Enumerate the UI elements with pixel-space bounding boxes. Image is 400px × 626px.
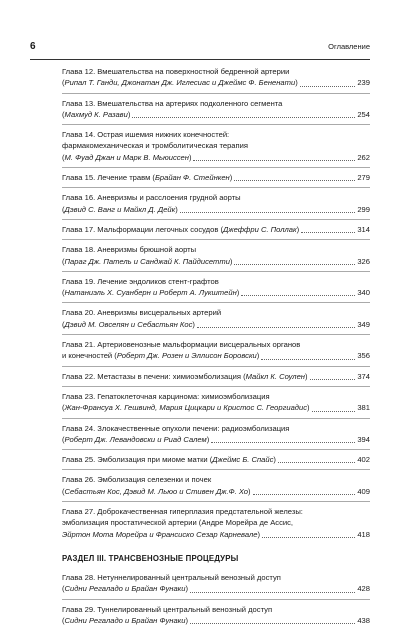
toc-entry-title: фармакомеханическая и тромболитическая терапия	[62, 140, 370, 151]
dot-leader	[190, 623, 355, 624]
entry-divider	[62, 366, 370, 367]
toc-entry	[62, 371, 370, 382]
entry-divider	[62, 418, 370, 419]
toc-entry-line	[62, 371, 370, 382]
toc-entry-line	[62, 287, 370, 298]
toc-entry-title: Глава 29. Туннелированный центральный венозный доступ	[62, 604, 370, 615]
toc-entry-authors: М. Фуад Джан и Марк В. Мьюиссен	[65, 153, 189, 162]
toc-entry-line	[62, 224, 370, 235]
dot-leader	[211, 442, 355, 443]
toc-entry-text: (Сидни Регаладо и Брайан Фунаки)	[62, 583, 188, 594]
toc-entry-title: Глава 21. Артериовенозные мальформации висцеральных органов	[62, 339, 370, 350]
toc-entry-title: Глава 28. Нетуннелированный центральный венозный доступ	[62, 572, 370, 583]
dot-leader	[190, 592, 355, 593]
toc-entry-page: 356	[357, 350, 370, 361]
toc-entry-text: (Жан-Франсуа Х. Гешвинд, Мария Цицкари и Кристос С. Георгиадис)	[62, 402, 310, 413]
toc-entry-line	[62, 529, 370, 540]
toc-entry-authors: Натаниэль Х. Суанберн и Роберт А. Лукштейн	[65, 288, 237, 297]
toc-entry-text: (Махмуд К. Разави)	[62, 109, 130, 120]
toc-entry-page: 438	[357, 615, 370, 626]
entry-divider	[62, 449, 370, 450]
toc-entry-text: (Сидни Регаладо и Брайан Фунаки)	[62, 615, 188, 626]
toc-entry-title: Глава 19. Лечение эндоликов стент-графтов	[62, 276, 370, 287]
toc-entry-authors: Рипал Т. Ганди, Джонатан Дж. Иглесиас и Джеймс Ф. Бененати	[65, 78, 296, 87]
dot-leader	[197, 327, 355, 328]
dot-leader	[132, 117, 355, 118]
toc-entry-page: 254	[357, 109, 370, 120]
dot-leader	[234, 264, 355, 265]
dot-leader	[301, 232, 355, 233]
toc-entry	[62, 244, 370, 267]
toc-entry-text: (Дэвид М. Овсепян и Себастьян Кос)	[62, 319, 195, 330]
toc-entry-authors: Себастьян Кос, Дэвид М. Льюо и Стивен Дж.Ф. Хо	[65, 487, 248, 496]
dot-leader	[180, 212, 356, 213]
toc-entry-line	[62, 109, 370, 120]
toc-entry	[62, 172, 370, 183]
dot-leader	[253, 494, 356, 495]
toc-entry-title: и конечностей	[62, 351, 114, 360]
toc-entry-line	[62, 615, 370, 626]
toc-entry-title: Глава 26. Эмболизация селезенки и почек	[62, 474, 370, 485]
toc-entry-text: Глава 22. Метастазы в печени: химиоэмболизация (Майкл К. Соулен)	[62, 371, 308, 382]
toc-entry-line	[62, 152, 370, 163]
toc-entry-line	[62, 486, 370, 497]
dot-leader	[234, 180, 355, 181]
header-rule	[30, 59, 370, 60]
toc-entry-title: Глава 23. Гепатоклеточная карцинома: химиоэмболизация	[62, 391, 370, 402]
dot-leader	[193, 160, 355, 161]
toc-entry-text: (Рипал Т. Ганди, Джонатан Дж. Иглесиас и Джеймс Ф. Бененати)	[62, 77, 298, 88]
toc-entry-text: Эйртон Мота Морейра и Франсиско Сезар Карневале)	[62, 529, 260, 540]
table-of-contents	[62, 66, 370, 626]
toc-entry	[62, 276, 370, 299]
toc-entry-line	[62, 454, 370, 465]
toc-entry-authors: Майкл К. Соулен	[246, 372, 305, 381]
toc-entry-page: 314	[357, 224, 370, 235]
toc-entry-authors: Жан-Франсуа Х. Гешвинд, Мария Цицкари и Кристос С. Георгиадис	[65, 403, 308, 412]
entry-divider	[62, 167, 370, 168]
entry-divider	[62, 334, 370, 335]
toc-entry-line	[62, 172, 370, 183]
toc-entry-page: 262	[357, 152, 370, 163]
dot-leader	[262, 537, 355, 538]
toc-entry-text: Глава 17. Мальформации легочных сосудов (Джеффри С. Поллак)	[62, 224, 299, 235]
toc-entry-line	[62, 77, 370, 88]
entry-divider	[62, 386, 370, 387]
toc-entry-title: Глава 22. Метастазы в печени: химиоэмболизация	[62, 372, 243, 381]
toc-entry	[62, 572, 370, 595]
toc-entry-title: Глава 25. Эмболизация при миоме матки	[62, 455, 210, 464]
toc-entry-page: 349	[357, 319, 370, 330]
toc-entry-page: 299	[357, 204, 370, 215]
toc-entry-line	[62, 256, 370, 267]
toc-entry-authors: Сидни Регаладо и Брайан Фунаки	[65, 616, 186, 625]
toc-entry-authors: Дэвид М. Овсепян и Себастьян Кос	[65, 320, 193, 329]
toc-entry	[62, 474, 370, 497]
toc-entry-authors: Эйртон Мота Морейра и Франсиско Сезар Карневале	[62, 530, 257, 539]
toc-entry-page: 374	[357, 371, 370, 382]
toc-entry-title: Глава 27. Доброкачественная гиперплазия предстательной железы:	[62, 506, 370, 517]
toc-entry-authors: Джеффри С. Поллак	[223, 225, 297, 234]
toc-entry-title: Глава 18. Аневризмы брюшной аорты	[62, 244, 370, 255]
toc-entry-title: Глава 17. Мальформации легочных сосудов	[62, 225, 220, 234]
toc-entry-title: Глава 24. Злокачественные опухоли печени: радиоэмболизация	[62, 423, 370, 434]
dot-leader	[300, 86, 356, 87]
toc-entry-title: Глава 12. Вмешательства на поверхностной бедренной артерии	[62, 66, 370, 77]
toc-entry-text: (Параг Дж. Патель и Санджай К. Пайдисетти)	[62, 256, 232, 267]
toc-entry-title: эмболизация простатической артерии (Андре Морейра де Ассис,	[62, 517, 370, 528]
entry-divider	[62, 187, 370, 188]
entry-divider	[62, 93, 370, 94]
toc-part-2	[62, 572, 370, 626]
toc-entry-page: 418	[357, 529, 370, 540]
entry-divider	[62, 219, 370, 220]
page-header	[30, 40, 370, 52]
toc-entry-title: Глава 16. Аневризмы и расслоения грудной аорты	[62, 192, 370, 203]
toc-entry-line	[62, 319, 370, 330]
toc-entry-title: Глава 20. Аневризмы висцеральных артерий	[62, 307, 370, 318]
toc-entry-authors: Параг Дж. Патель и Санджай К. Пайдисетти	[65, 257, 230, 266]
toc-entry-title: Глава 15. Лечение травм	[62, 173, 152, 182]
toc-entry-page: 326	[357, 256, 370, 267]
page-number: 6	[30, 41, 36, 52]
toc-entry-authors: Роберт Дж. Левандовски и Риад Салем	[65, 435, 207, 444]
entry-divider	[62, 124, 370, 125]
toc-entry-text: (Роберт Дж. Левандовски и Риад Салем)	[62, 434, 209, 445]
toc-entry	[62, 604, 370, 626]
toc-entry	[62, 339, 370, 362]
toc-entry-text: (М. Фуад Джан и Марк В. Мьюиссен)	[62, 152, 191, 163]
entry-divider	[62, 271, 370, 272]
toc-entry-title: Глава 14. Острая ишемия нижних конечностей:	[62, 129, 370, 140]
toc-entry	[62, 506, 370, 540]
toc-entry	[62, 66, 370, 89]
toc-entry	[62, 454, 370, 465]
dot-leader	[241, 295, 355, 296]
toc-entry-line	[62, 350, 370, 361]
toc-entry-page: 381	[357, 402, 370, 413]
dot-leader	[312, 411, 356, 412]
toc-entry	[62, 129, 370, 163]
entry-divider	[62, 599, 370, 600]
toc-entry	[62, 307, 370, 330]
toc-entry-page: 428	[357, 583, 370, 594]
toc-entry-authors: Махмуд К. Разави	[65, 110, 128, 119]
toc-entry-line	[62, 402, 370, 413]
toc-entry	[62, 391, 370, 414]
toc-entry-page: 402	[357, 454, 370, 465]
entry-divider	[62, 302, 370, 303]
toc-entry-text: Глава 15. Лечение травм (Брайан Ф. Стейнкен)	[62, 172, 232, 183]
toc-entry-authors: Брайан Ф. Стейнкен	[155, 173, 230, 182]
toc-entry-page: 279	[357, 172, 370, 183]
toc-entry-line	[62, 204, 370, 215]
toc-entry-text: (Натаниэль Х. Суанберн и Роберт А. Лукштейн)	[62, 287, 239, 298]
toc-part-1	[62, 66, 370, 540]
toc-entry-line	[62, 583, 370, 594]
toc-entry-page: 340	[357, 287, 370, 298]
toc-entry	[62, 192, 370, 215]
toc-entry-title: Глава 13. Вмешательства на артериях подколенного сегмента	[62, 98, 370, 109]
dot-leader	[310, 379, 356, 380]
toc-entry-text: (Себастьян Кос, Дэвид М. Льюо и Стивен Дж.Ф. Хо)	[62, 486, 251, 497]
toc-entry-authors: Дэвид С. Ванг и Майкл Д. Дейк	[65, 205, 176, 214]
toc-entry-authors: Джеймс Б. Спайс	[212, 455, 273, 464]
toc-entry	[62, 423, 370, 446]
toc-entry	[62, 224, 370, 235]
entry-divider	[62, 501, 370, 502]
dot-leader	[278, 462, 355, 463]
section-heading: РАЗДЕЛ III. ТРАНСВЕНОЗНЫЕ ПРОЦЕДУРЫ	[62, 554, 370, 563]
toc-entry	[62, 98, 370, 121]
toc-entry-text: и конечностей (Роберт Дж. Розен и Эллисон Боровски)	[62, 350, 259, 361]
toc-entry-authors: Роберт Дж. Розен и Эллисон Боровски	[117, 351, 257, 360]
toc-entry-page: 394	[357, 434, 370, 445]
toc-entry-page: 409	[357, 486, 370, 497]
toc-entry-text: (Дэвид С. Ванг и Майкл Д. Дейк)	[62, 204, 178, 215]
toc-entry-page: 239	[357, 77, 370, 88]
toc-entry-text: Глава 25. Эмболизация при миоме матки (Джеймс Б. Спайс)	[62, 454, 276, 465]
entry-divider	[62, 239, 370, 240]
toc-entry-authors: Сидни Регаладо и Брайан Фунаки	[65, 584, 186, 593]
entry-divider	[62, 469, 370, 470]
toc-entry-line	[62, 434, 370, 445]
running-head: Оглавление	[328, 42, 370, 51]
dot-leader	[261, 359, 355, 360]
